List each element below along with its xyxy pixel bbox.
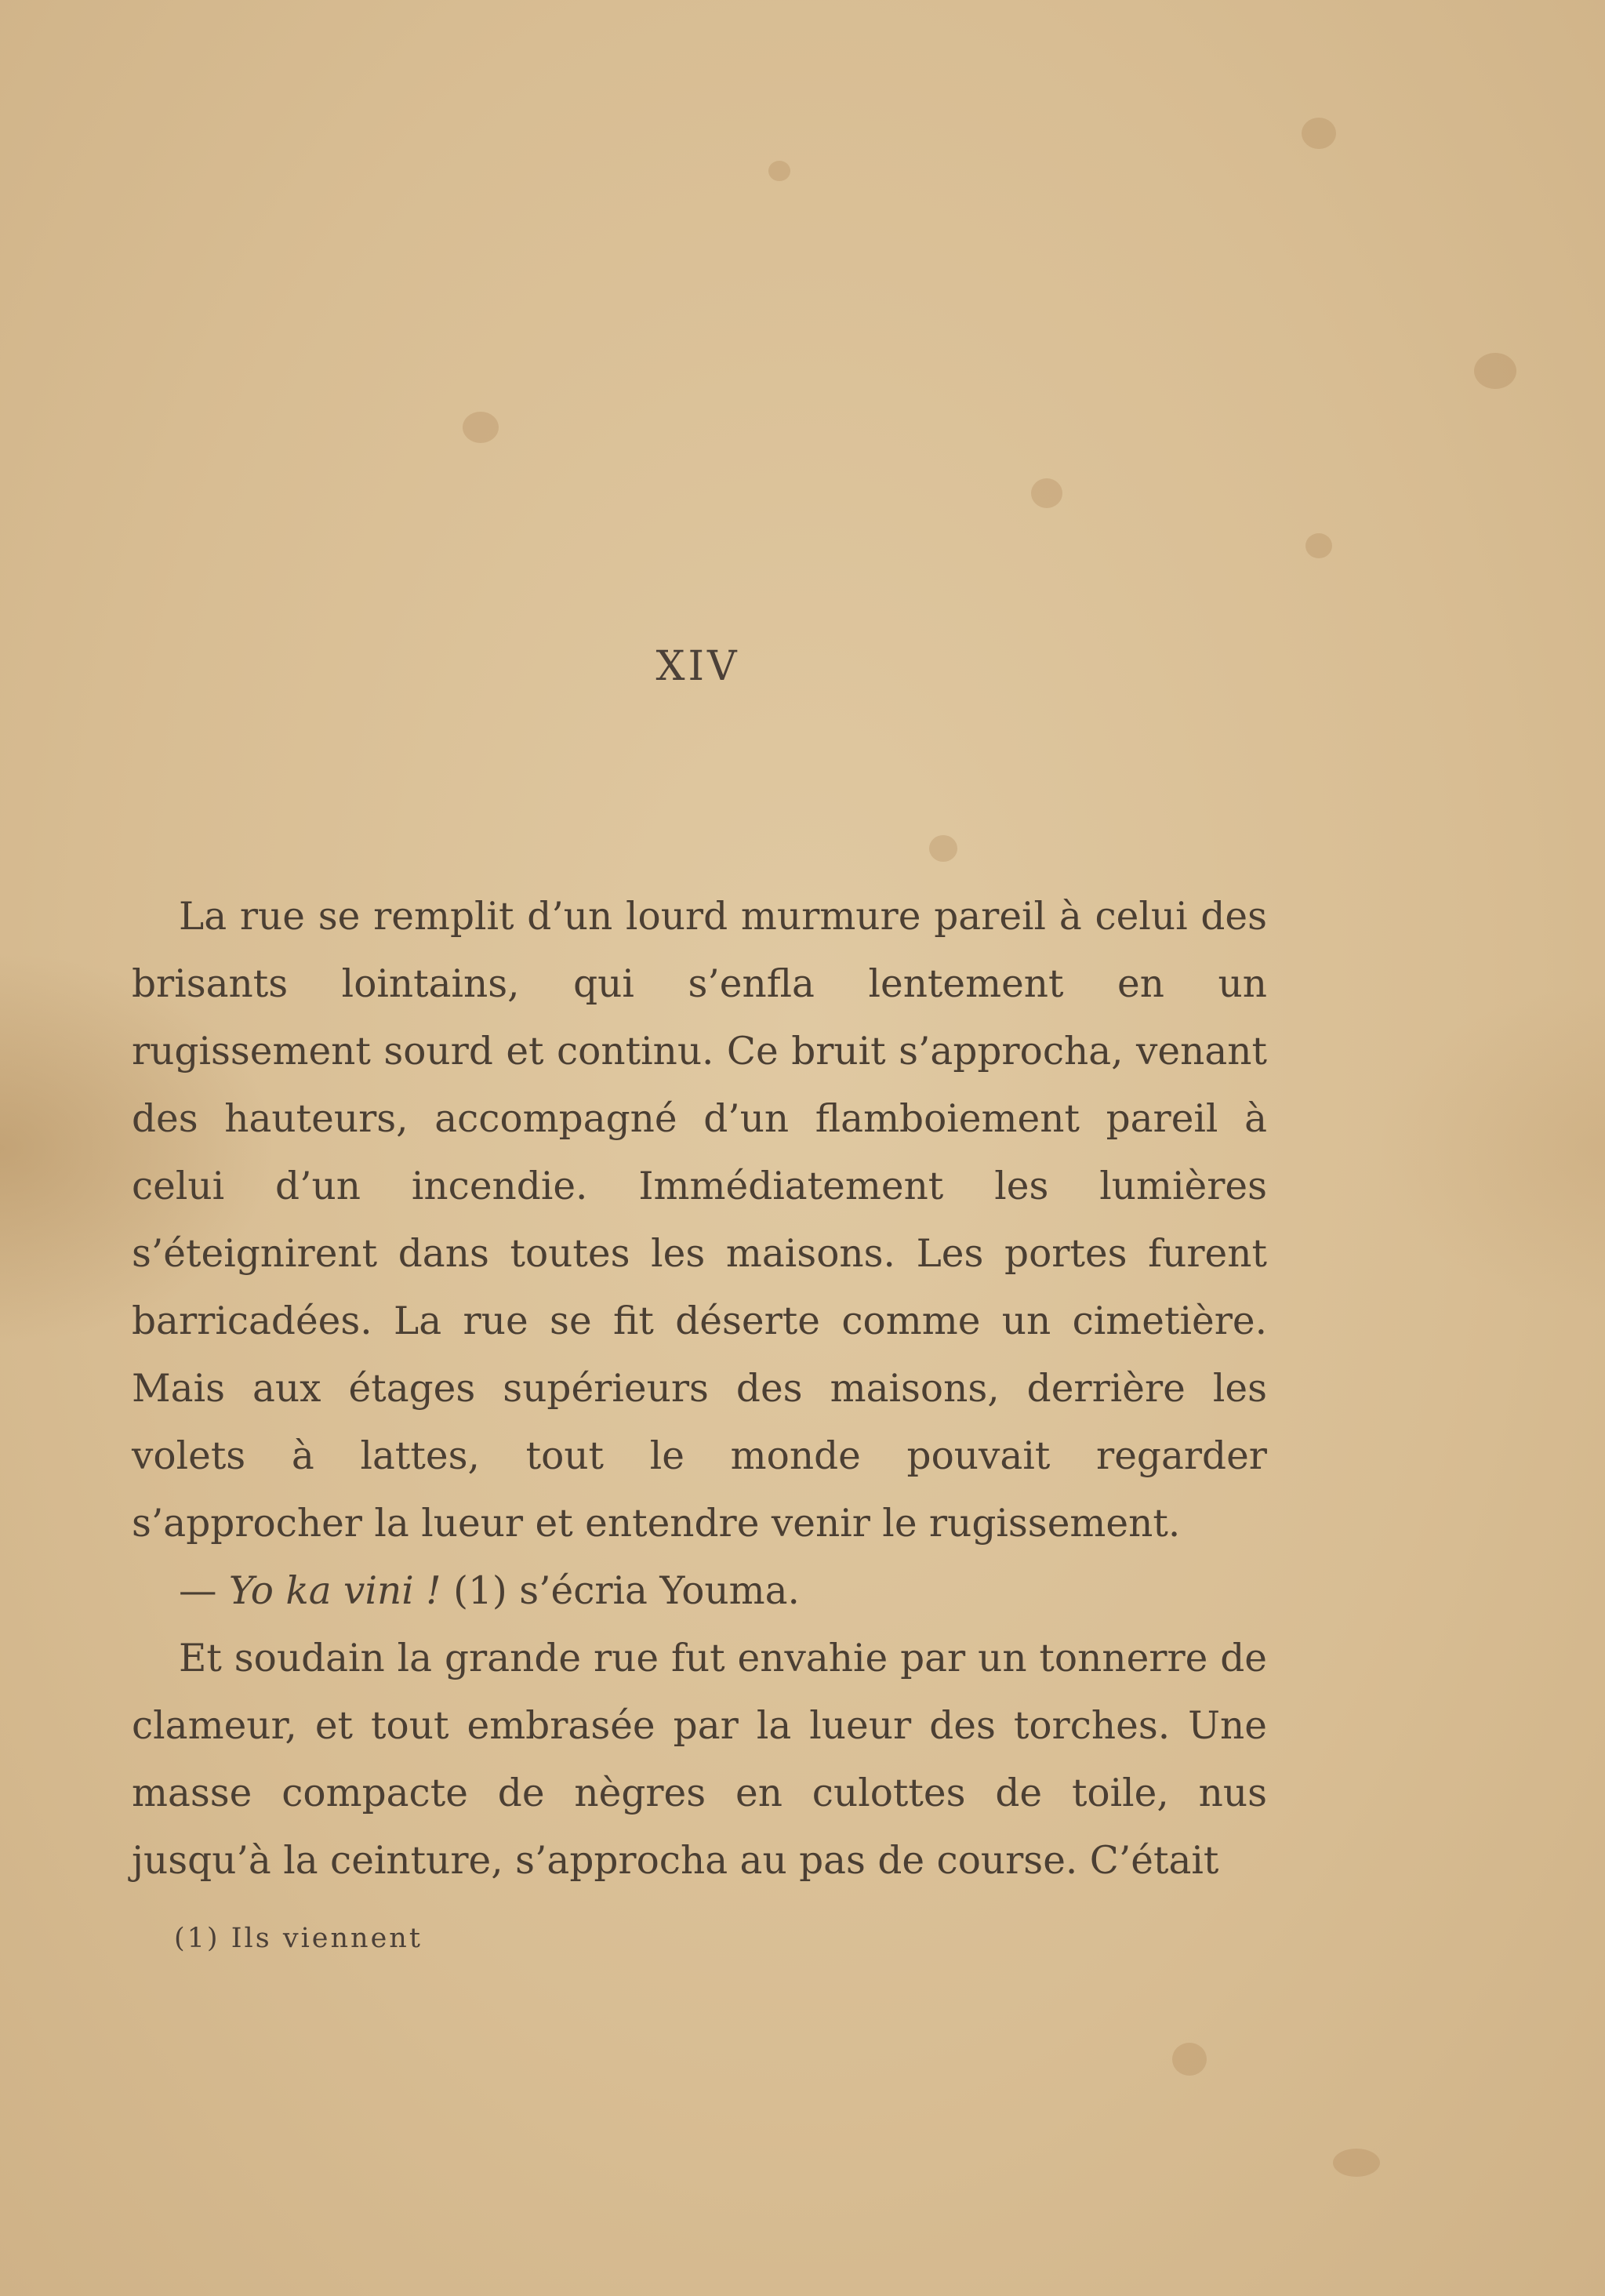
footnote-reference: (1) xyxy=(453,1569,507,1613)
dialogue-line xyxy=(132,1557,1267,1625)
foxing-spot xyxy=(768,161,790,181)
chapter-heading: XIV xyxy=(655,643,740,690)
footnote xyxy=(174,1923,423,1954)
foxing-spot xyxy=(1305,533,1332,558)
footnote-text: Ils viennent xyxy=(231,1923,423,1954)
footnote-marker: (1) xyxy=(174,1923,220,1954)
dialogue-dash: — xyxy=(179,1569,217,1613)
foxing-spot xyxy=(1333,2149,1380,2177)
foxing-spot xyxy=(929,835,957,862)
foxing-spot xyxy=(1474,353,1516,389)
foxing-spot xyxy=(463,412,499,443)
chapter-body xyxy=(132,883,1267,1895)
foxing-spot xyxy=(1302,118,1336,149)
dialogue-attribution: s’écria Youma. xyxy=(519,1569,800,1613)
paragraph: Et soudain la grande rue fut envahie par un tonnerre de clameur, et tout embrasée par la lueur des torches. Une masse compacte de nègres en culottes de toile, nus jusqu’à la ceinture, s’approcha au pas de course. C’était xyxy=(132,1637,1267,1883)
foxing-spot xyxy=(1031,478,1062,508)
paragraph: La rue se remplit d’un lourd murmure pareil à celui des brisants lointains, qui s’enfla lentement en un rugissement sourd et continu. Ce bruit s’approcha, venant des hauteurs, accompagné d’un flamboiement pareil à celui d’un incendie. Immédiatement les lumières s’éteignirent dans toutes les maisons. Les portes furent barricadées. La rue se fit déserte comme un cimetière. Mais aux étages supérieurs des maisons, derrière les volets à lattes, tout le monde pouvait regarder s’approcher la lueur et entendre venir le rugissement. xyxy=(132,895,1267,1546)
creole-quote: Yo ka vini ! xyxy=(228,1569,441,1613)
foxing-spot xyxy=(1172,2043,1207,2076)
